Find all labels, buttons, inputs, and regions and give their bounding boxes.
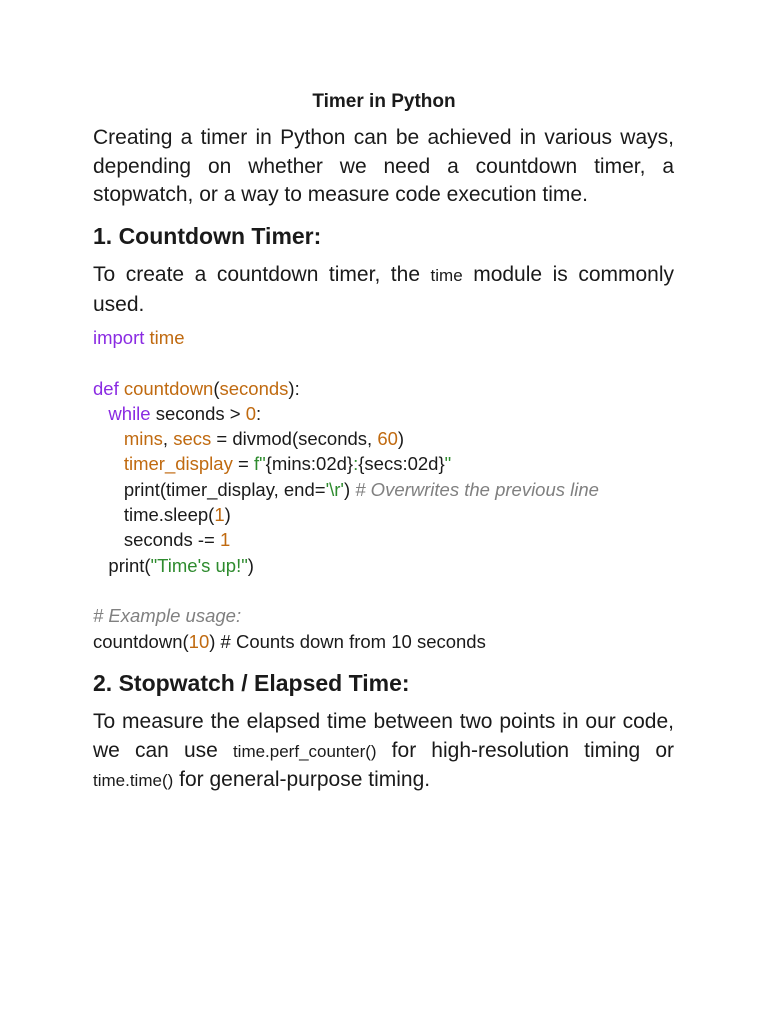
code-token: f" xyxy=(253,453,266,475)
code-token: ) xyxy=(343,478,356,500)
code-line xyxy=(93,477,713,502)
section-2-heading: 2. Stopwatch / Elapsed Time: xyxy=(93,670,410,696)
code-token: import xyxy=(93,327,145,348)
code-token: secs xyxy=(173,428,212,450)
code-token: seconds -= xyxy=(93,529,220,551)
code-token: ) xyxy=(224,504,231,526)
code-token: "Time's up!" xyxy=(150,554,248,576)
code-line xyxy=(93,629,713,654)
code-token: " xyxy=(444,453,452,475)
code-token: 10 xyxy=(188,630,210,652)
code-line xyxy=(93,603,713,628)
code-token: # Example usage: xyxy=(93,605,242,627)
code-line xyxy=(93,502,713,527)
code-line xyxy=(93,451,713,476)
code-token xyxy=(93,428,124,449)
code-token: '\r' xyxy=(325,478,344,500)
section-1-text-after: module is commonly used. xyxy=(93,263,675,316)
document-title: Timer in Python xyxy=(312,91,456,112)
code-token: print(timer_display, end= xyxy=(93,478,326,500)
code-token: time.sleep( xyxy=(93,504,215,526)
code-token: def xyxy=(93,377,119,399)
code-token: , xyxy=(162,428,174,450)
code-line xyxy=(93,325,713,350)
section-2-text-1: To measure the elapsed time between two points in our code, we can use xyxy=(93,710,674,762)
code-token: seconds xyxy=(219,377,289,399)
code-token: countdown xyxy=(123,377,214,399)
code-token: 1 xyxy=(214,504,225,526)
intro-paragraph: Creating a timer in Python can be achieved in various ways, depending on whether we need a countdown timer, a stopwatch, or a way to measure code execution time. xyxy=(93,126,674,206)
section-2-paragraph xyxy=(93,708,674,796)
section-2-text-3: for general-purpose timing. xyxy=(173,768,431,791)
code-line xyxy=(93,401,713,426)
inline-code-time: time xyxy=(430,266,463,285)
code-line xyxy=(93,578,713,603)
code-token xyxy=(93,403,108,424)
section-1-text-before: To create a countdown timer, the xyxy=(93,263,431,286)
inline-code-perf-counter: time.perf_counter() xyxy=(232,741,377,761)
code-token: mins xyxy=(123,428,163,450)
code-token: 0 xyxy=(245,402,257,424)
code-token: ( xyxy=(213,377,220,399)
code-token: while xyxy=(108,402,151,424)
code-token: {mins:02d} xyxy=(265,453,354,475)
section-1-heading: 1. Countdown Timer: xyxy=(93,223,322,249)
code-token: timer_display xyxy=(123,453,233,475)
code-token xyxy=(93,453,124,474)
code-token: ) # Counts down from 10 seconds xyxy=(209,630,486,652)
code-token: 1 xyxy=(220,529,231,551)
code-token: time xyxy=(149,327,185,348)
code-token: = xyxy=(232,453,254,475)
code-line xyxy=(93,350,713,375)
code-line xyxy=(93,426,713,451)
code-token: : xyxy=(256,402,262,424)
code-token: ) xyxy=(247,554,254,576)
code-token: 60 xyxy=(377,428,398,450)
code-token: {secs:02d} xyxy=(358,453,445,475)
code-line xyxy=(93,527,713,552)
code-line xyxy=(93,376,713,401)
inline-code-time-time: time.time() xyxy=(93,771,174,790)
code-token: print( xyxy=(93,554,151,576)
code-token: ) xyxy=(397,428,405,450)
code-token: : xyxy=(353,453,359,475)
code-line xyxy=(93,553,713,578)
code-block xyxy=(93,325,713,654)
code-token: seconds > xyxy=(150,402,246,424)
section-1-paragraph xyxy=(93,261,674,319)
section-2-text-2: for high-resolution timing or xyxy=(376,738,674,762)
code-token: # Overwrites the previous line xyxy=(355,478,599,500)
code-token: ): xyxy=(288,377,300,399)
code-token: = divmod(seconds, xyxy=(211,428,378,450)
code-token: countdown( xyxy=(93,630,189,652)
